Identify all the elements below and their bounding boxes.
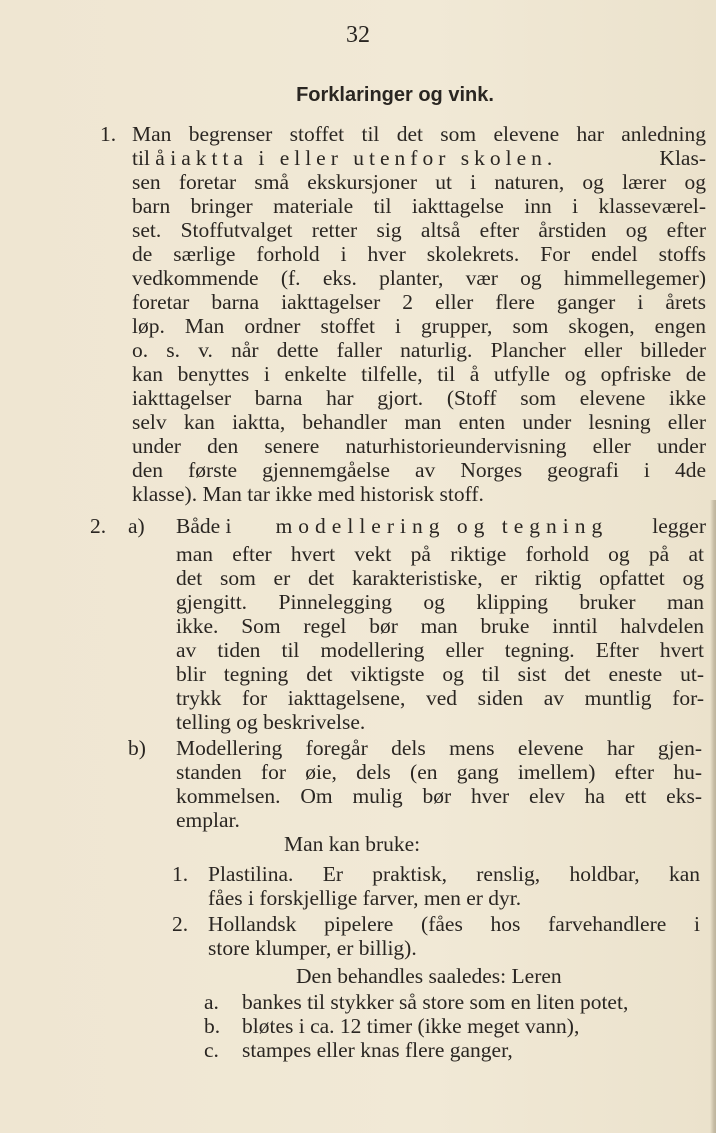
page-edge-shadow [710, 500, 716, 1133]
spaced-emphasis: iaktta i eller utenfor skolen. [170, 146, 558, 170]
text-line: gjengitt. Pinnelegging og klipping bruker man [176, 590, 704, 614]
spaced-emphasis: modellering og tegning [275, 514, 609, 538]
text-span: til å [132, 146, 171, 170]
text-span: legger [652, 514, 706, 538]
text-line: kan benyttes i enkelte tilfelle, til å utfylle og opfriske de [132, 362, 706, 386]
step-text: bankes til stykker så store som en liten potet, [242, 990, 629, 1014]
text-line: iakttagelser barna har gjort. (Stoff som elevene ikke [132, 386, 706, 410]
text-line: standen for øie, dels (en gang imellem) efter hu- [176, 760, 702, 784]
step-label: a. [204, 990, 219, 1014]
section-1-number: 1. [100, 122, 117, 146]
subsection-b-label: b) [128, 736, 146, 760]
treatment-intro: Den behandles saaledes: Leren [296, 964, 562, 988]
list-intro: Man kan bruke: [284, 832, 421, 856]
page-heading: Forklaringer og vink. [296, 84, 494, 106]
list-item-line: Hollandsk pipelere (fåes hos farvehandlere i [208, 912, 700, 936]
text-line: o. s. v. når dette faller naturlig. Plancher eller billeder [132, 338, 706, 362]
text-line: man efter hvert vekt på riktige forhold og på at [176, 542, 704, 566]
text-span: Både i [176, 514, 232, 538]
list-item-line: fåes i forskjellige farver, men er dyr. [208, 886, 522, 910]
text-line: telling og beskrivelse. [176, 710, 366, 734]
text-line: Man begrenser stoffet til det som elevene har anledning [132, 122, 706, 146]
text-line: ikke. Som regel bør man bruke inntil halvdelen [176, 614, 704, 638]
step-label: b. [204, 1014, 221, 1038]
text-line [132, 146, 706, 170]
text-line: Modellering foregår dels mens elevene har gjen- [176, 736, 702, 760]
page-number: 32 [346, 22, 370, 48]
text-line: sen foretar små ekskursjoner ut i naturen, og lærer og [132, 170, 706, 194]
text-line: foretar barna iakttagelser 2 eller flere ganger i årets [132, 290, 706, 314]
text-line: under den senere naturhistorieundervisning eller under [132, 434, 706, 458]
list-item-line: store klumper, er billig). [208, 936, 417, 960]
text-line: klasse). Man tar ikke med historisk stoff. [132, 482, 484, 506]
text-span: Klas- [659, 146, 706, 170]
list-item-line: Plastilina. Er praktisk, renslig, holdbar, kan [208, 862, 700, 886]
text-line: emplar. [176, 808, 240, 832]
text-line: vedkommende (f. eks. planter, vær og himmellegemer) [132, 266, 706, 290]
text-line: de særlige forhold i hver skolekrets. For endel stoffs [132, 242, 706, 266]
text-line: blir tegning det viktigste og til sist det eneste ut- [176, 662, 704, 686]
text-line: kommelsen. Om mulig bør hver elev ha ett eks- [176, 784, 702, 808]
section-2-number: 2. [90, 514, 107, 538]
text-line: den første gjennemgåelse av Norges geografi i 4de [132, 458, 706, 482]
step-text: bløtes i ca. 12 timer (ikke meget vann), [242, 1014, 580, 1038]
text-line: løp. Man ordner stoffet i grupper, som skogen, engen [132, 314, 706, 338]
text-line: selv kan iaktta, behandler man enten under lesning eller [132, 410, 706, 434]
text-line: trykk for iakttagelsene, ved siden av muntlig for- [176, 686, 704, 710]
subsection-a-label: a) [128, 514, 145, 538]
step-text: stampes eller knas flere ganger, [242, 1038, 513, 1062]
text-line [176, 514, 706, 538]
step-label: c. [204, 1038, 219, 1062]
text-line: det som er det karakteristiske, er riktig opfattet og [176, 566, 704, 590]
text-line: av tiden til modellering eller tegning. Efter hvert [176, 638, 704, 662]
list-item-number: 2. [172, 912, 189, 936]
text-line: set. Stoffutvalget retter sig altså efter årstiden og efter [132, 218, 706, 242]
text-line: barn bringer materiale til iakttagelse inn i klasseværel- [132, 194, 706, 218]
list-item-number: 1. [172, 862, 189, 886]
